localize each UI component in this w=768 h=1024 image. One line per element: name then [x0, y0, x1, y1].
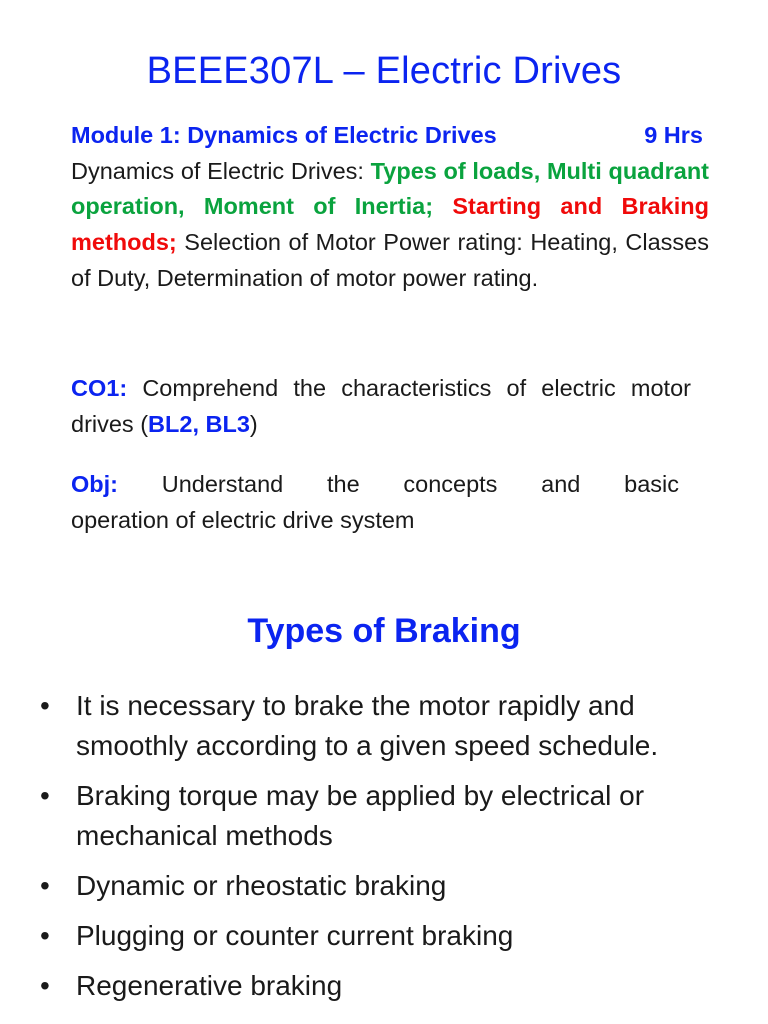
co1-text: Comprehend the characteristics of electric motor drives (	[71, 375, 691, 437]
list-item	[40, 916, 740, 956]
obj-word: concepts	[403, 471, 498, 497]
list-item-text: It is necessary to brake the motor rapidly and smoothly according to a given speed schedule.	[76, 690, 659, 761]
module-hours: 9 Hrs	[644, 122, 703, 148]
objective-line-2: operation of electric drive system	[71, 507, 415, 533]
obj-word: and	[541, 471, 581, 497]
module-heading: Module 1: Dynamics of Electric Drives	[71, 122, 497, 148]
objective-line-1	[71, 466, 679, 502]
course-outcome	[71, 370, 691, 442]
list-item-text: Plugging or counter current braking	[76, 920, 514, 951]
module-heading-line	[71, 118, 709, 154]
co1-label: CO1:	[71, 375, 128, 401]
list-item	[40, 686, 740, 766]
obj-label: Obj:	[71, 471, 118, 497]
list-item	[40, 776, 740, 856]
module-rest: Selection of Motor Power rating: Heating, Classes of Duty, Determination of motor power rating.	[71, 229, 709, 291]
bullet-icon: •	[40, 690, 50, 721]
module-syllabus	[71, 118, 709, 297]
list-item-text: Dynamic or rheostatic braking	[76, 870, 447, 901]
bullet-icon: •	[40, 870, 50, 901]
page-title: BEEE307L – Electric Drives	[146, 50, 622, 92]
co1-close: )	[249, 411, 258, 437]
list-item-text: Regenerative braking	[76, 970, 343, 1001]
bullet-icon: •	[40, 920, 50, 951]
list-item	[40, 966, 740, 1006]
co1-levels: BL2, BL3	[148, 411, 250, 437]
module-intro: Dynamics of Electric Drives:	[71, 157, 371, 184]
bullet-icon: •	[40, 780, 50, 811]
braking-list	[40, 686, 740, 1016]
module-red-topics: Starting and Braking methods;	[71, 193, 709, 256]
obj-word: Understand	[161, 471, 284, 497]
module-description	[71, 154, 709, 297]
obj-word: the	[326, 471, 360, 497]
section-title-braking: Types of Braking	[247, 612, 521, 650]
obj-word: basic	[624, 471, 679, 497]
list-item	[40, 866, 740, 906]
list-item-text: Braking torque may be applied by electrical or mechanical methods	[76, 780, 645, 851]
objective	[71, 466, 679, 538]
module-green-topics: Types of loads, Multi quadrant operation, Moment of Inertia;	[71, 157, 709, 220]
bullet-icon: •	[40, 970, 50, 1001]
